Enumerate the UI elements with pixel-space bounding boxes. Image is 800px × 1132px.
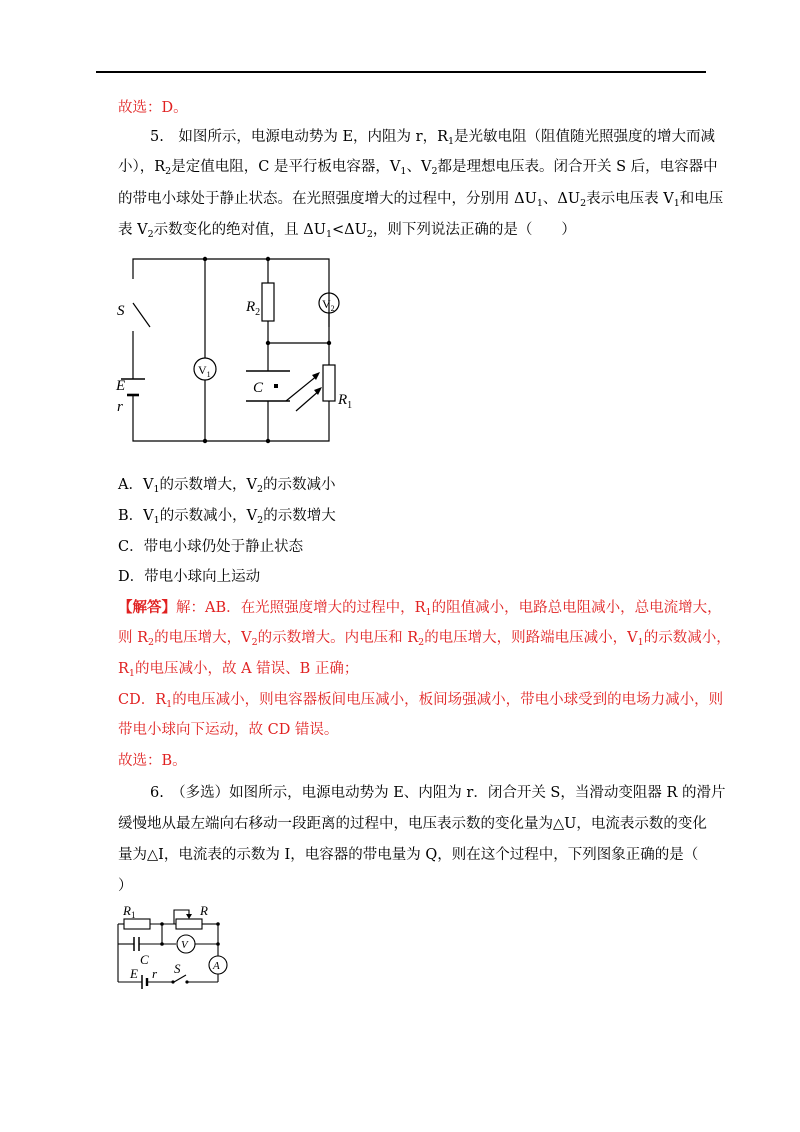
q5-stem-line-4: 表 $V_2$示数变化的绝对值，且 $\Delta U_1<\Delta U_2$，则下列说法正确的是（ ） [118,222,576,240]
prev-answer: 故选：D。 [118,100,188,116]
charged-ball [274,384,278,388]
q5-option-b: B．$V_1$的示数减小，$V_2$的示数增大 [118,508,336,526]
voltmeter-v2-label: $V_2$ [322,297,335,313]
q5-stem-line-2: 小），$R_2$是定值电阻，C 是平行板电容器，$V_1$、$V_2$都是理想电压表。闭合开关 S 后，电容器中 [118,159,718,177]
q5-solution-line-3: $R_1$的电压减小，故 A 错误、B 正确； [118,661,359,679]
q5-answer: 故选：B。 [118,753,187,769]
q6-ammeter-label: A [213,960,220,972]
q6-emf-label-e: E [130,966,138,981]
q6-circuit-diagram [110,900,240,1000]
q6-stem-line-1: 6. （多选）如图所示，电源电动势为 E、内阻为 r．闭合开关 S，当滑动变阻器 R 的滑片 [150,785,726,801]
q6-voltmeter-label: V [181,939,188,951]
q6-switch-label-s: S [174,961,181,976]
q5-solution-line-1: 【解答】解：AB．在光照强度增大的过程中，$R_1$的阻值减小，电路总电阻减小，总电流增大， [118,599,722,618]
internal-resistance-label-r: r [117,399,123,415]
q6-r1-label: $R_1$ [123,903,136,920]
q5-option-d: D．带电小球向上运动 [118,569,261,585]
q6-stem-line-3: 量为△I，电流表的示数为 I，电容器的带电量为 Q，则在这个过程中，下列图象正确的是（ [118,847,699,863]
q6-internal-resistance-label-r: r [152,966,158,981]
q5-solution-line-5: 带电小球向下运动，故 CD 错误。 [118,722,339,738]
voltmeter-v1-label: $V_1$ [198,363,211,379]
solution-tag: 【解答】 [118,599,176,616]
r2-label: $R_2$ [246,299,261,318]
q6-rheostat-label-r: R [200,903,208,918]
capacitor-label-c: C [253,380,264,396]
q6-capacitor-label-c: C [140,952,149,967]
r1-label: $R_1$ [338,392,353,411]
emf-label-e: E [116,378,126,394]
q5-option-c: C．带电小球仍处于静止状态 [118,539,304,555]
q5-option-a: A．$V_1$的示数增大，$V_2$的示数减小 [118,477,336,495]
q5-stem-line-3: 的带电小球处于静止状态。在光照强度增大的过程中，分别用 $\Delta U_1$、$\Delta U_2$表示电压表 $V_1$和电压 [118,191,724,209]
header-rule [96,71,706,73]
q5-circuit-diagram [100,245,360,455]
q6-stem-line-4: ） [118,878,133,894]
q6-stem-line-2: 缓慢地从最左端向右移动一段距离的过程中，电压表示数的变化量为△U，电流表示数的变化 [118,816,707,832]
q5-stem-line-1: 5. 如图所示，电源电动势为 E，内阻为 r，$R_1$是光敏电阻（阻值随光照强度的增大而减 [150,129,716,147]
q5-solution-line-2: 则 $R_2$的电压增大，$V_2$的示数增大。内电压和 $R_2$的电压增大，则路端电压减小，$V_1$的示数减小， [118,630,731,648]
switch-label-s: S [117,303,125,319]
q5-solution-line-4: CD．$R_1$的电压减小，则电容器板间电压减小，板间场强减小，带电小球受到的电场力减小，则 [118,692,724,710]
